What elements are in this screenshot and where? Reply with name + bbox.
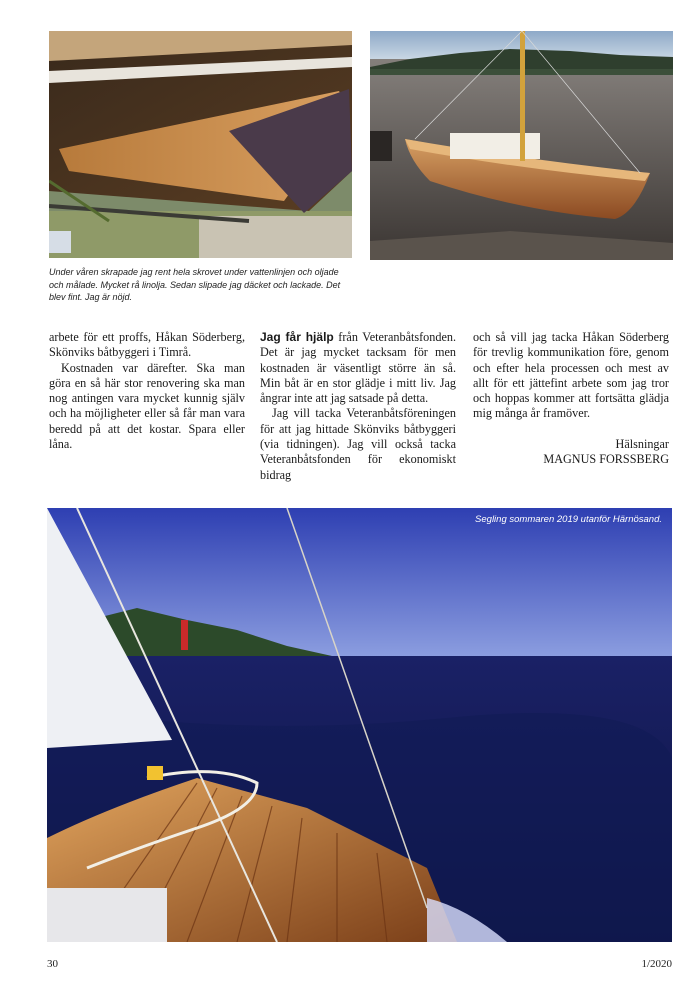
greeting: Hälsningar	[615, 436, 669, 451]
paragraph: Jag vill tacka Veteranbåtsföreningen för att jag hittade Skönviks båtbyggeri (via tidningen). Jag vill också tacka Veteranbåtsfonden för ekonomiskt bidrag	[260, 406, 456, 482]
photo-caption: Under våren skrapade jag rent hela skrovet under vattenlinjen och oljade och målade. Mycket rå linolja. Sedan slipade jag däcket och lackade. Det blev fint. Jag är nöjd.	[49, 267, 341, 302]
author-name: MAGNUS FORSSBERG	[543, 452, 669, 467]
page-number: 30	[47, 958, 58, 970]
article-column-3	[473, 330, 669, 467]
sailing-photo	[47, 508, 672, 942]
paragraph: Kostnaden var därefter. Ska man göra en så här stor renovering ska man nog antingen vara mycket kunnig själv och ha möjligheter eller så får man vara beredd på att det kostar. Spara eller låna.	[49, 360, 245, 452]
signature	[473, 437, 669, 468]
paragraph: arbete för ett proffs, Håkan Söderberg, Skönviks båtbyggeri i Timrå.	[49, 330, 245, 360]
hull-photo	[49, 31, 352, 258]
lead-in: Jag får hjälp	[260, 330, 334, 344]
article-column-2	[260, 330, 456, 483]
moored-boat-photo	[370, 31, 673, 260]
paragraph-text: från Veteranbåtsfonden. Det är jag mycket tacksam för men kostnaden är väsentligt större än så. Min båt är en stor glädje i mitt liv. Jag ångrar inte att jag satsade på detta.	[260, 330, 457, 406]
issue-number: 1/2020	[641, 958, 672, 970]
article-column-1	[49, 330, 245, 452]
paragraph	[260, 330, 456, 406]
paragraph: och så vill jag tacka Håkan Söderberg för trevlig kommunikation före, genom och efter hela processen och mest av allt för ett jättefint arbete som jag tror och hoppas kommer att fortsätta glädja mig många år framöver.	[473, 330, 669, 421]
photo-label: Segling sommaren 2019 utanför Härnösand.	[475, 514, 662, 525]
